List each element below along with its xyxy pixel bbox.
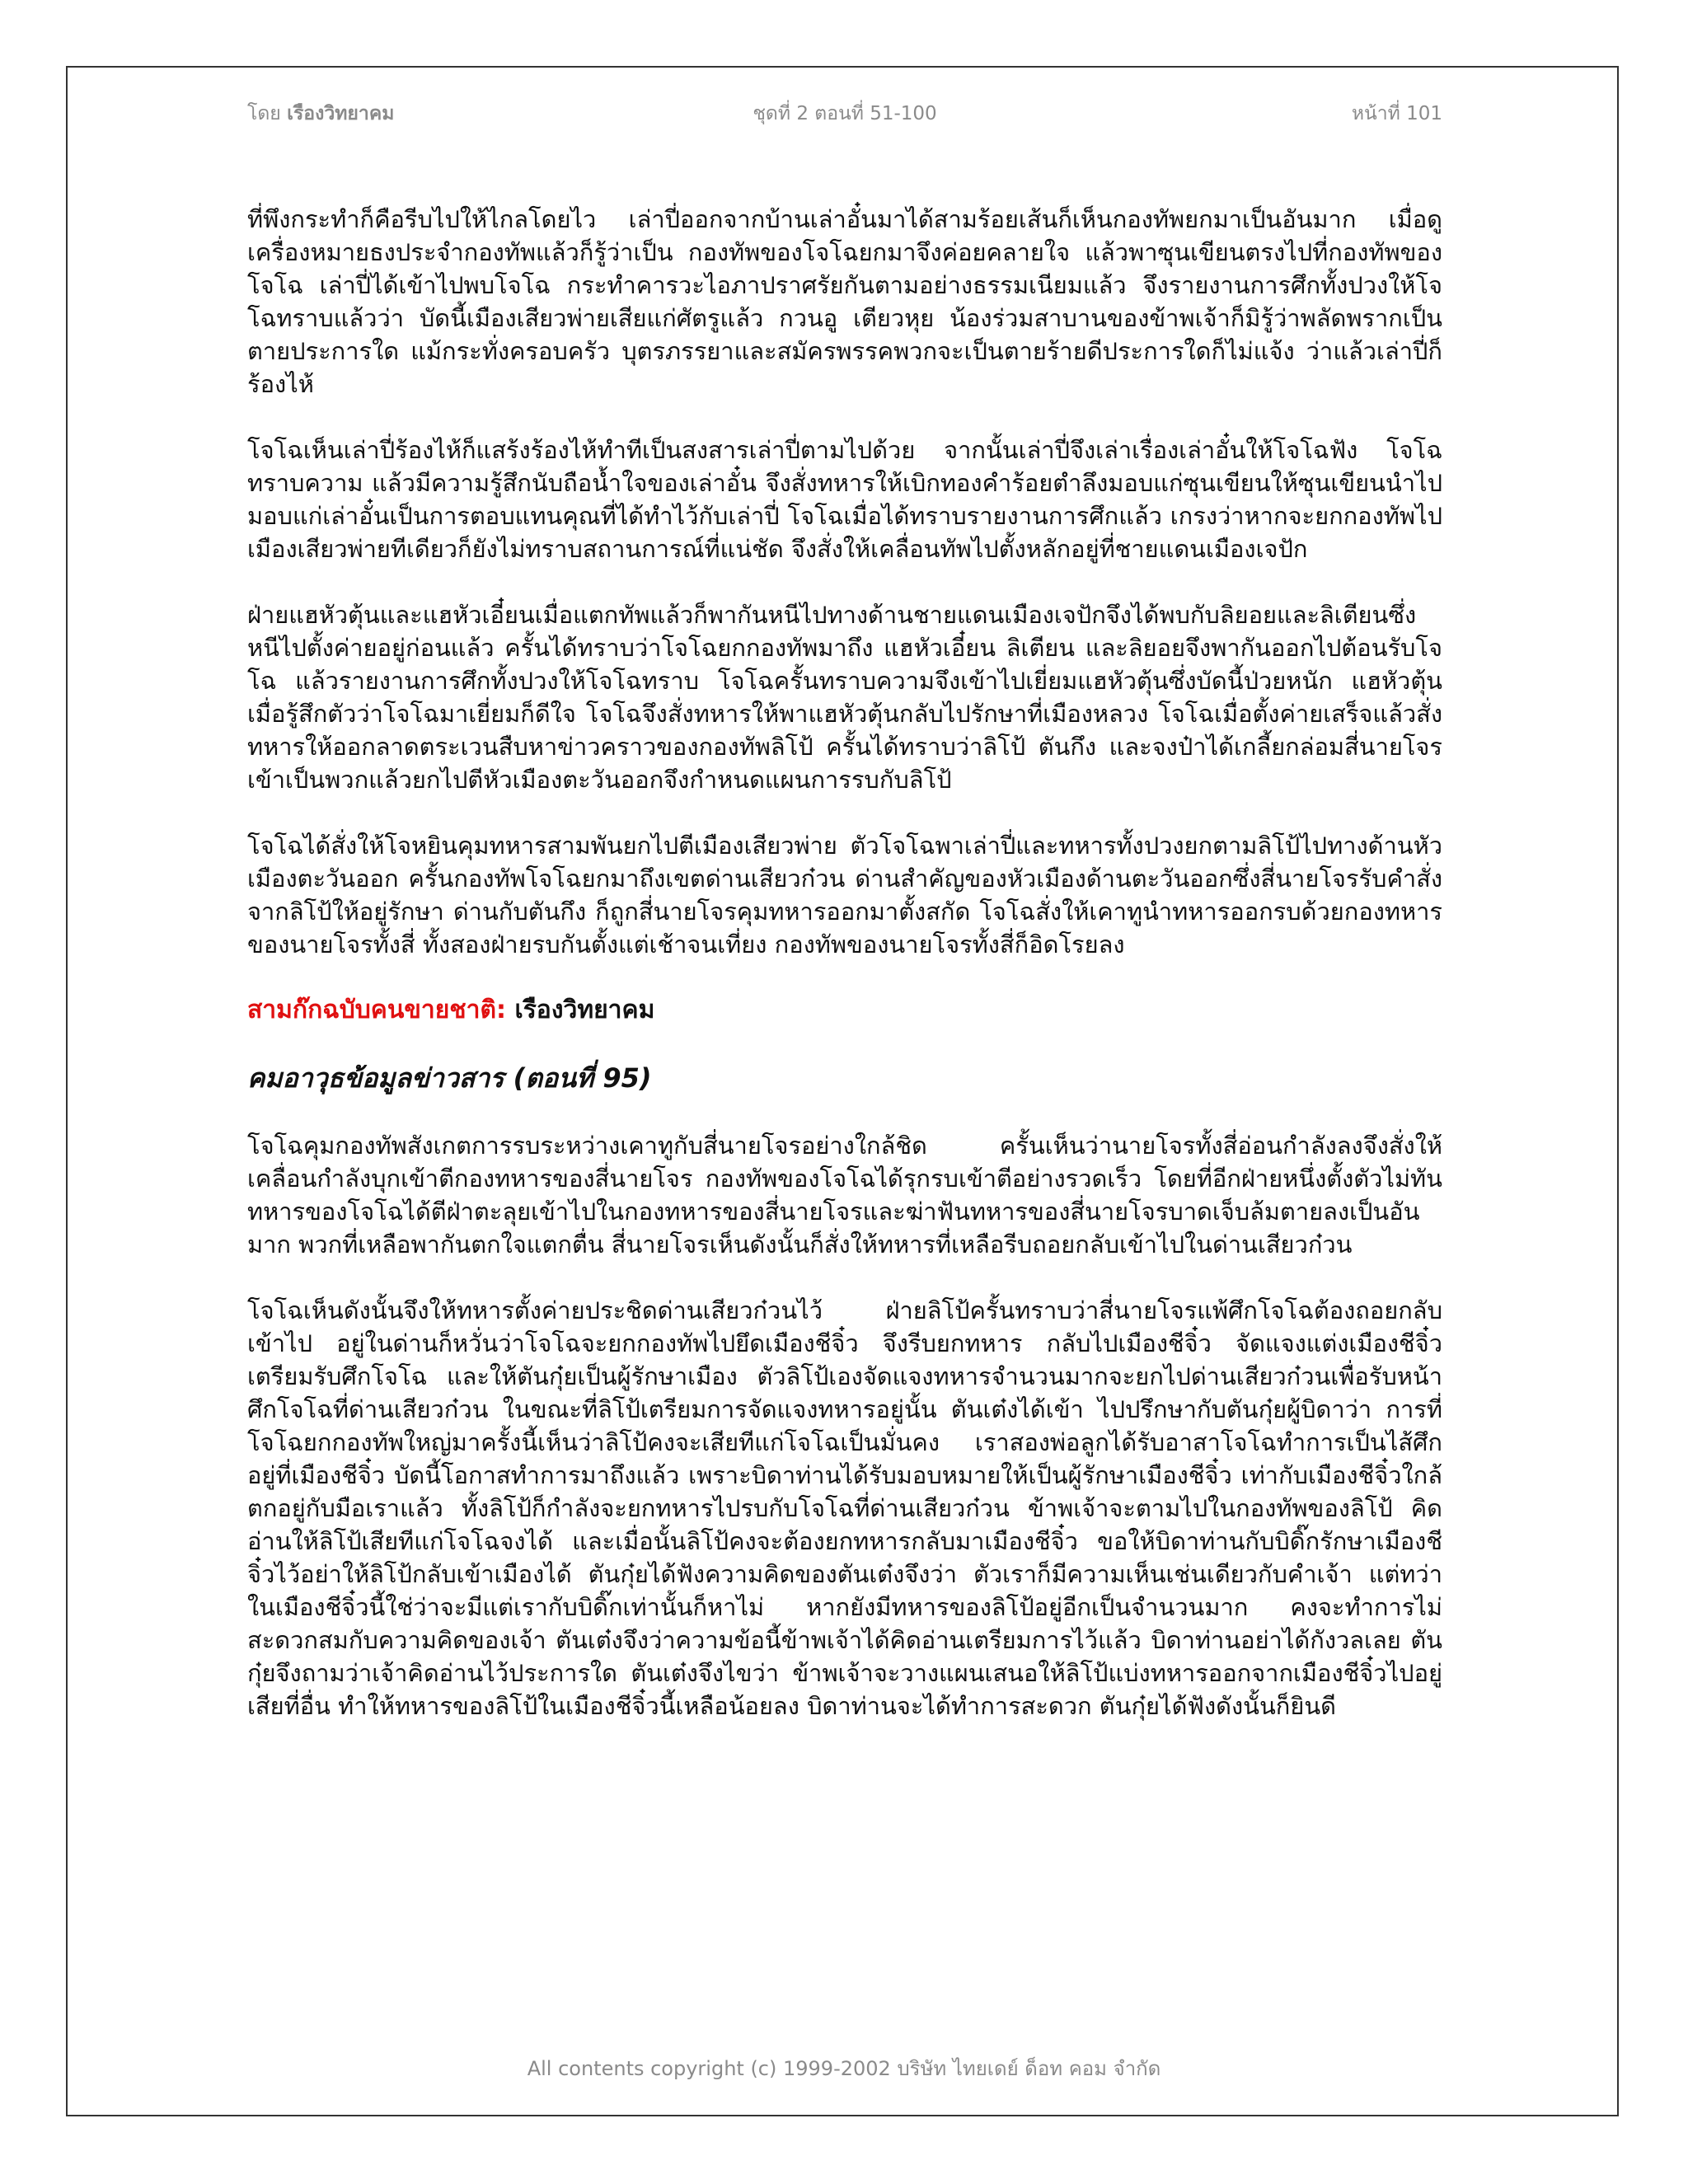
copyright-footer: All contents copyright (c) 1999-2002 บริษัท ไทยเดย์ ด็อท คอม จำกัด [527,2057,1161,2080]
section-title-author: เรืองวิทยาคม [514,996,655,1024]
paragraph: ฝ่ายแฮหัวตุ้นและแฮหัวเอี๋ยนเมื่อแตกทัพแล้วก็พากันหนีไปทางด้านชายแดนเมืองเจปักจึงได้พบกับลิยอยและลิเตียนซึ่งหนีไปตั้งค่ายอยู่ก่อนแล้ว ครั้นได้ทราบว่าโจโฉยกกองทัพมาถึง แฮหัวเอี๋ยน ลิเตียน และลิยอยจึงพากันออกไปต้อนรับโจโฉ แล้วรายงานการศึกทั้งปวงให้โจโฉทราบ โจโฉครั้นทราบความจึงเข้าไปเยี่ยมแฮหัวตุ้นซึ่งบัดนี้ป่วยหนัก แฮหัวตุ้นเมื่อรู้สึกตัวว่าโจโฉมาเยี่ยมก็ดีใจ โจโฉจึงสั่งทหารให้พาแฮหัวตุ้นกลับไปรักษาที่เมืองหลวง โจโฉเมื่อตั้งค่ายเสร็จแล้วสั่งทหารให้ออกลาดตระเวนสืบหาข่าวคราวของกองทัพลิโป้ ครั้นได้ทราบว่าลิโป้ ตันกึง และจงป๋าได้เกลี้ยกล่อมสี่นายโจรเข้าเป็นพวกแล้วยกไปตีหัวเมืองตะวันออกจึงกำหนดแผนการรบกับลิโป้ [247,601,1442,794]
paragraph: โจโฉได้สั่งให้โจหยินคุมทหารสามพันยกไปตีเมืองเสียวพ่าย ตัวโจโฉพาเล่าปี่และทหารทั้งปวงยกตามลิโป้ไปทางด้านหัวเมืองตะวันออก ครั้นกองทัพโจโฉยกมาถึงเขตด่านเสียวก๋วน ด่านสำคัญของหัวเมืองด้านตะวันออกซึ่งสี่นายโจรรับคำสั่งจากลิโป้ให้อยู่รักษา ด่านกับตันกึง ก็ถูกสี่นายโจรคุมทหารออกมาตั้งสกัด โจโฉสั่งให้เคาทูนำทหารออกรบด้วยกองทหารของนายโจรทั้งสี่ ทั้งสองฝ่ายรบกันตั้งแต่เช้าจนเที่ยง กองทัพของนายโจรทั้งสี่ก็อิดโรยลง [247,832,1442,958]
episode-title: คมอาวุธข้อมูลข่าวสาร (ตอนที่ 95) [247,1062,652,1094]
page-header [247,99,1442,132]
paragraph: โจโฉคุมกองทัพสังเกตการรบระหว่างเคาทูกับสี่นายโจรอย่างใกล้ชิด ครั้นเห็นว่านายโจรทั้งสี่อ่อนกำลังลงจึงสั่งให้เคลื่อนกำลังบุกเข้าตีกองทหารของสี่นายโจร กองทัพของโจโฉได้รุกรบเข้าตีอย่างรวดเร็ว โดยที่อีกฝ่ายหนึ่งตั้งตัวไม่ทัน ทหารของโจโฉได้ตีฝ่าตะลุยเข้าไปในกองทหารของสี่นายโจรและฆ่าฟันทหารของสี่นายโจรบาดเจ็บล้มตายลงเป็นอันมาก พวกที่เหลือพากันตกใจแตกตื่น สี่นายโจรเห็นดังนั้นก็สั่งให้ทหารที่เหลือรีบถอยกลับเข้าไปในด่านเสียวก๋วน [247,1132,1442,1258]
article-body [247,203,1442,1722]
paragraph: โจโฉเห็นเล่าปี่ร้องไห้ก็แสร้งร้องไห้ทำทีเป็นสงสารเล่าปี่ตามไปด้วย จากนั้นเล่าปี่จึงเล่าเรื่องเล่าอั๋นให้โจโฉฟัง โจโฉทราบความ แล้วมีความรู้สึกนับถือน้ำใจของเล่าอั๋น จึงสั่งทหารให้เบิกทองคำร้อยตำลึงมอบแก่ซุนเขียนให้ซุนเขียนนำไปมอบแก่เล่าอั๋นเป็นการตอบแทนคุณที่ได้ทำไว้กับเล่าปี่ โจโฉเมื่อได้ทราบรายงานการศึกแล้ว เกรงว่าหากจะยกกองทัพไปเมืองเสียวพ่ายทีเดียวก็ยังไม่ทราบสถานการณ์ที่แน่ชัด จึงสั่งให้เคลื่อนทัพไปตั้งหลักอยู่ที่ชายแดนเมืองเจปัก [247,436,1442,563]
section-title [247,994,1442,1027]
header-page-number: หน้าที่ 101 [1351,103,1442,124]
header-author-name: เรืองวิทยาคม [287,103,395,124]
paragraph: ที่พึงกระทำก็คือรีบไปให้ไกลโดยไว เล่าปี่ออกจากบ้านเล่าอั๋นมาได้สามร้อยเส้นก็เห็นกองทัพยกมาเป็นอันมาก เมื่อดูเครื่องหมายธงประจำกองทัพแล้วก็รู้ว่าเป็น กองทัพของโจโฉยกมาจึงค่อยคลายใจ แล้วพาซุนเขียนตรงไปที่กองทัพของโจโฉ เล่าปี่ได้เข้าไปพบโจโฉ กระทำคารวะไอภาปราศรัยกันตามอย่างธรรมเนียมแล้ว จึงรายงานการศึกทั้งปวงให้โจโฉทราบแล้วว่า บัดนี้เมืองเสียวพ่ายเสียแก่ศัตรูแล้ว กวนอู เตียวหุย น้องร่วมสาบานของข้าพเจ้าก็มิรู้ว่าพลัดพรากเป็นตายประการใด แม้กระทั่งครอบครัว บุตรภรรยาและสมัครพรรคพวกจะเป็นตายร้ายดีประการใดก็ไม่แจ้ง ว่าแล้วเล่าปี่ก็ร้องไห้ [247,205,1442,398]
section-title-series: สามก๊กฉบับคนขายชาติ: [247,996,506,1024]
paragraph: โจโฉเห็นดังนั้นจึงให้ทหารตั้งค่ายประชิดด่านเสียวก๋วนไว้ ฝ่ายลิโป้ครั้นทราบว่าสี่นายโจรแพ้ศึกโจโฉต้องถอยกลับเข้าไป อยู่ในด่านก็หวั่นว่าโจโฉจะยกกองทัพไปยึดเมืองชีจิ๋ว จึงรีบยกทหาร กลับไปเมืองชีจิ๋ว จัดแจงแต่งเมืองชีจิ๋วเตรียมรับศึกโจโฉ และให้ตันกุ๋ยเป็นผู้รักษาเมือง ตัวลิโป้เองจัดแจงทหารจำนวนมากจะยกไปด่านเสียวก๋วนเพื่อรับหน้าศึกโจโฉที่ด่านเสียวก๋วน ในขณะที่ลิโป้เตรียมการจัดแจงทหารอยู่นั้น ตันเต๋งได้เข้า ไปปรึกษากับตันกุ๋ยผู้บิดาว่า การที่โจโฉยกกองทัพใหญ่มาครั้งนี้เห็นว่าลิโป้คงจะเสียทีแก่โจโฉเป็นมั่นคง เราสองพ่อลูกได้รับอาสาโจโฉทำการเป็นไส้ศึกอยู่ที่เมืองชีจิ๋ว บัดนี้โอกาสทำการมาถึงแล้ว เพราะบิดาท่านได้รับมอบหมายให้เป็นผู้รักษาเมืองชีจิ๋ว เท่ากับเมืองชีจิ๋วใกล้ตกอยู่กับมือเราแล้ว ทั้งลิโป้ก็กำลังจะยกทหารไปรบกับโจโฉที่ด่านเสียวก๋วน ข้าพเจ้าจะตามไปในกองทัพของลิโป้ คิดอ่านให้ลิโป้เสียทีแก่โจโฉจงได้ และเมื่อนั้นลิโป้คงจะต้องยกทหารกลับมาเมืองชีจิ๋ว ขอให้บิดาท่านกับบิดิ๊กรักษาเมืองชีจิ๋วไว้อย่าให้ลิโป้กลับเข้าเมืองได้ ตันกุ๋ยได้ฟังความคิดของตันเต๋งจึงว่า ตัวเราก็มีความเห็นเช่นเดียวกับคำเจ้า แต่ทว่าในเมืองชีจิ๋วนี้ใช่ว่าจะมีแต่เรากับบิดิ๊กเท่านั้นก็หาไม่ หากยังมีทหารของลิโป้อยู่อีกเป็นจำนวนมาก คงจะทำการไม่สะดวกสมกับความคิดของเจ้า ตันเต๋งจึงว่าความข้อนี้ข้าพเจ้าได้คิดอ่านเตรียมการไว้แล้ว บิดาท่านอย่าได้กังวลเลย ตันกุ๋ยจึงถามว่าเจ้าคิดอ่านไว้ประการใด ตันเต๋งจึงไขว่า ข้าพเจ้าจะวางแผนเสนอให้ลิโป้แบ่งทหารออกจากเมืองชีจิ๋วไปอยู่เสียที่อื่น ทำให้ทหารของลิโป้ในเมืองชีจิ๋วนี้เหลือน้อยลง บิดาท่านจะได้ทำการสะดวก ตันกุ๋ยได้ฟังดังนั้นก็ยินดี [247,1296,1442,1720]
header-series: ชุดที่ 2 ตอนที่ 51-100 [753,103,937,124]
header-author-prefix: โดย [247,103,281,124]
